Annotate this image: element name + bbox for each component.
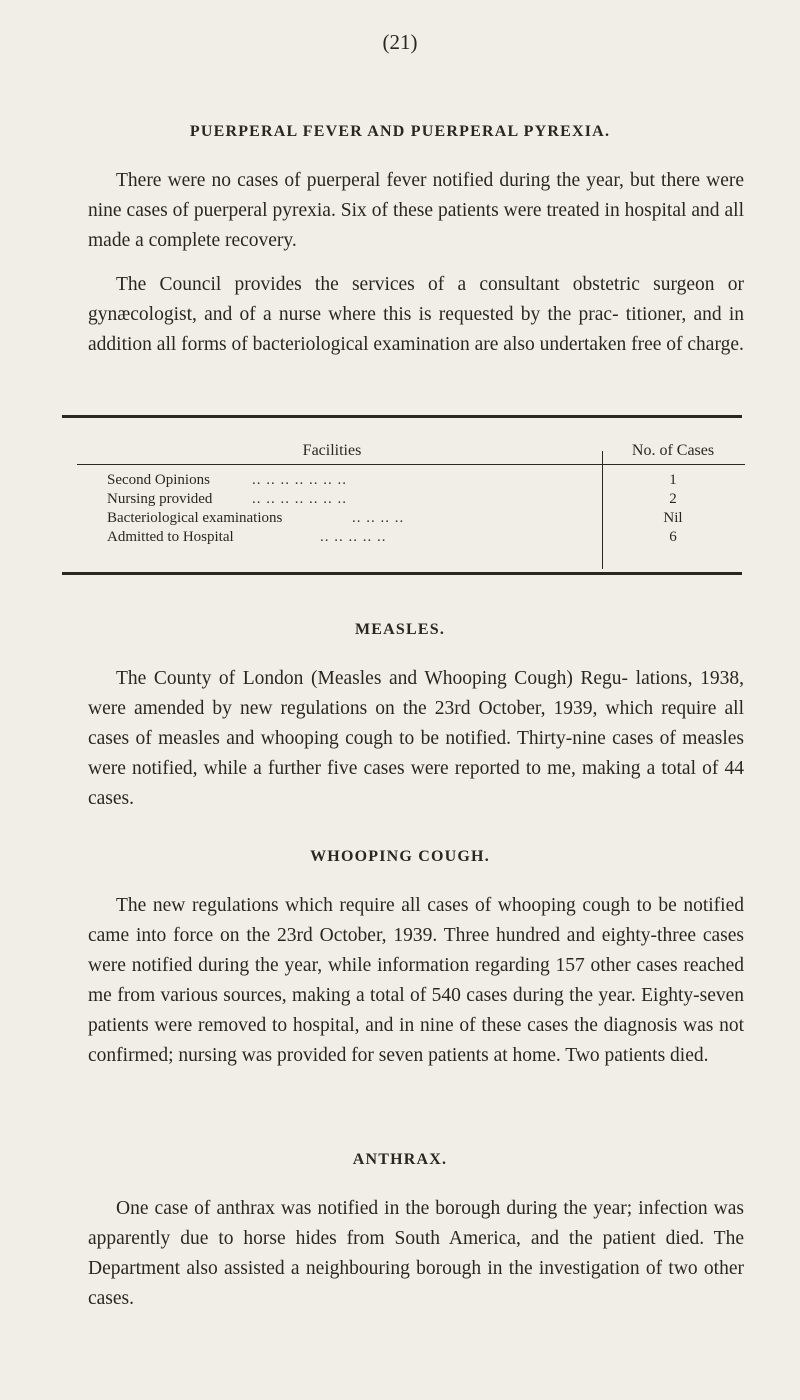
paragraph-puerperal-cases: There were no cases of puerperal fever notified during the year, but there were nine cases of puerperal pyrexia. Six of these patients were treated in hospital and all made a complete recovery.	[88, 170, 744, 251]
leader-dots: .. .. .. .. ..	[320, 529, 387, 545]
page-number: (21)	[382, 30, 418, 54]
header-rule	[603, 464, 745, 465]
paragraph-measles: The County of London (Measles and Whooping Cough) Regu- lations, 1938, were amended by new regulations on the 23rd October, 1939, which require all cases of measles and whooping cough to be notified. Thirty-nine cases of measles were notified, while a further five cases were reported to me, making a total of 44 cases.	[88, 668, 744, 809]
section-heading-puerperal: PUERPERAL FEVER AND PUERPERAL PYREXIA.	[189, 123, 611, 140]
table-row	[62, 491, 742, 510]
row-label: Second Opinions	[107, 472, 210, 488]
row-label: Nursing provided	[107, 491, 213, 507]
section-heading-anthrax: ANTHRAX.	[352, 1151, 448, 1168]
leader-dots: .. .. .. .. .. .. ..	[252, 472, 347, 488]
row-label: Admitted to Hospital	[107, 529, 234, 545]
table-row	[62, 510, 742, 529]
row-value: 1	[669, 472, 677, 488]
leader-dots: .. .. .. .. .. .. ..	[252, 491, 347, 507]
row-label: Bacteriological examinations	[107, 510, 283, 526]
table-bottom-rule	[62, 572, 742, 575]
paragraph-whooping-cough: The new regulations which require all cases of whooping cough to be notified came into force on the 23rd October, 1939. Three hundred and eighty-three cases were notified during the year, while information regarding 157 other cases reached me from various sources, making a total of 540 cases during the year. Eighty-seven patients were removed to hospital, and in nine of these cases the diagnosis was not confirmed; nursing was provided for seven patients at home. Two patients died.	[88, 895, 744, 1066]
section-heading-measles: MEASLES.	[354, 621, 446, 638]
row-value: 2	[669, 491, 677, 507]
table-top-rule	[62, 415, 742, 418]
row-value: 6	[669, 529, 677, 545]
paragraph-council-services: The Council provides the services of a consultant obstetric surgeon or gynæcologist, and of a nurse where this is requested by the prac- titioner, and in addition all forms of bacteriological examination are also undertaken free of charge.	[88, 274, 744, 355]
column-header-cases: No. of Cases	[631, 442, 715, 459]
paragraph-anthrax: One case of anthrax was notified in the borough during the year; infection was apparently due to horse hides from South America, and the patient died. The Department also assisted a neighbouring borough in the investigation of two other cases.	[88, 1198, 744, 1309]
row-value: Nil	[663, 510, 683, 526]
table-row	[62, 472, 742, 491]
facilities-table	[62, 415, 742, 577]
table-row	[62, 529, 742, 548]
leader-dots: .. .. .. ..	[352, 510, 405, 526]
header-rule	[77, 464, 602, 465]
section-heading-whooping-cough: WHOOPING COUGH.	[310, 848, 490, 865]
column-header-facilities: Facilities	[302, 442, 362, 459]
